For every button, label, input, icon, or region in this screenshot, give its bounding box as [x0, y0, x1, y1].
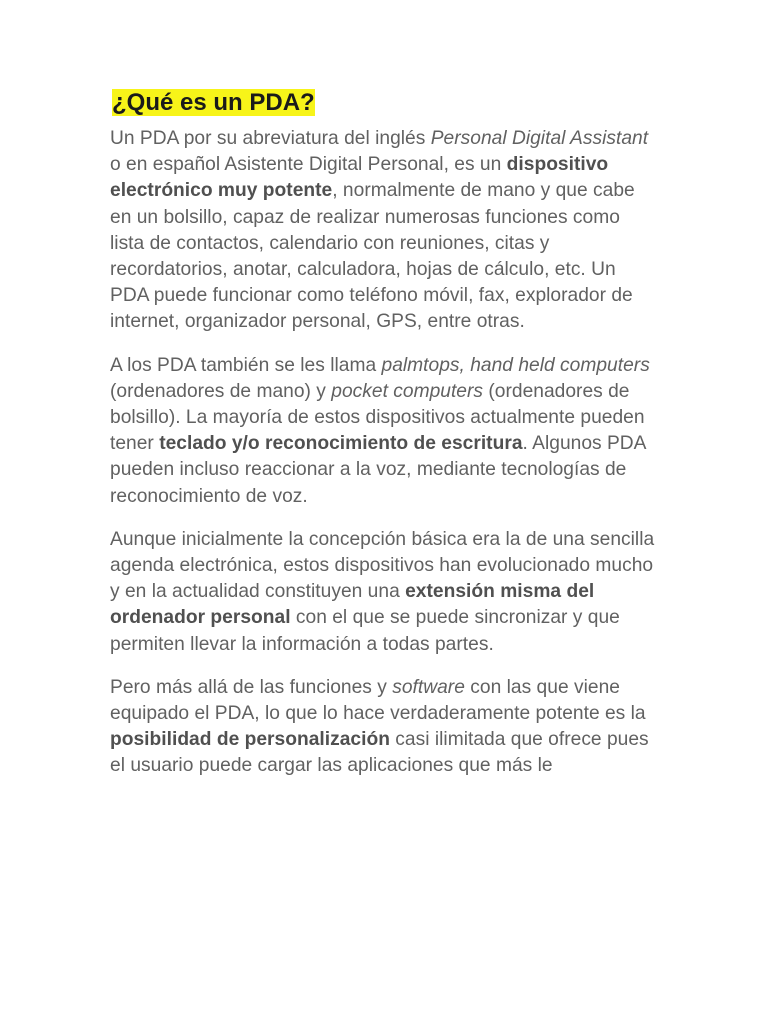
- paragraph-2-italic-2: pocket computers: [331, 380, 484, 402]
- paragraph-1-text-2: o en español Asistente Digital Personal, es un: [110, 154, 507, 176]
- paragraph-4-italic-1: software: [392, 676, 465, 698]
- paragraph-3: [110, 527, 658, 658]
- paragraph-4-bold-1: posibilidad de personalización: [110, 729, 390, 751]
- paragraph-2-text-1: A los PDA también se les llama: [110, 354, 382, 376]
- paragraph-2-bold-1: teclado y/o reconocimiento de escritura: [159, 433, 523, 455]
- paragraph-3-text-2: con el que se puede sincronizar y que permiten llevar la información a todas partes.: [110, 607, 620, 655]
- document-content: [110, 86, 658, 797]
- title-highlight: ¿Qué es un PDA?: [112, 89, 315, 116]
- paragraph-1-text-1: Un PDA por su abreviatura del inglés: [110, 128, 431, 149]
- paragraph-1: [110, 126, 658, 336]
- paragraph-3-text-1: Aunque inicialmente la concepción básica era la de una sencilla agenda electrónica, estos dispositivos han evolucionado mucho y en la actualidad constituyen una: [110, 528, 655, 603]
- paragraph-2-italic-1: palmtops, hand held computers: [381, 354, 650, 376]
- paragraph-4-text-1: Pero más allá de las funciones y: [110, 676, 393, 698]
- paragraph-1-text-3: , normalmente de mano y que cabe en un bolsillo, capaz de realizar numerosas funciones como lista de contactos, calendario con reuniones, citas y recordatorios, anotar, calculadora, hojas de cálculo, etc. Un PDA puede funcionar como teléfono móvil, fax, explorador de internet, organizador personal, GPS, entre otras.: [110, 180, 635, 333]
- paragraph-3-bold-1: extensión misma del ordenador personal: [110, 581, 595, 629]
- paragraph-1-bold-1: dispositivo electrónico muy potente: [110, 154, 609, 202]
- page-title: [110, 86, 317, 118]
- paragraph-2-text-2: (ordenadores de mano) y: [110, 380, 332, 402]
- paragraph-1-italic-1: Personal Digital Assistant: [430, 128, 649, 149]
- paragraph-4-text-2: con las que viene equipado el PDA, lo que lo hace verdaderamente potente es la: [110, 676, 646, 725]
- paragraph-2-text-4: . Algunos PDA pueden incluso reaccionar a la voz, mediante tecnologías de reconocimiento de voz.: [110, 433, 646, 507]
- paragraph-4-text-3: casi ilimitada que ofrece pues el usuario puede cargar las aplicaciones que más le: [110, 729, 649, 777]
- paragraph-2: [110, 353, 658, 510]
- paragraph-2-text-3: (ordenadores de bolsillo). La mayoría de estos dispositivos actualmente pueden tener: [110, 380, 645, 455]
- paragraph-4: [110, 675, 658, 780]
